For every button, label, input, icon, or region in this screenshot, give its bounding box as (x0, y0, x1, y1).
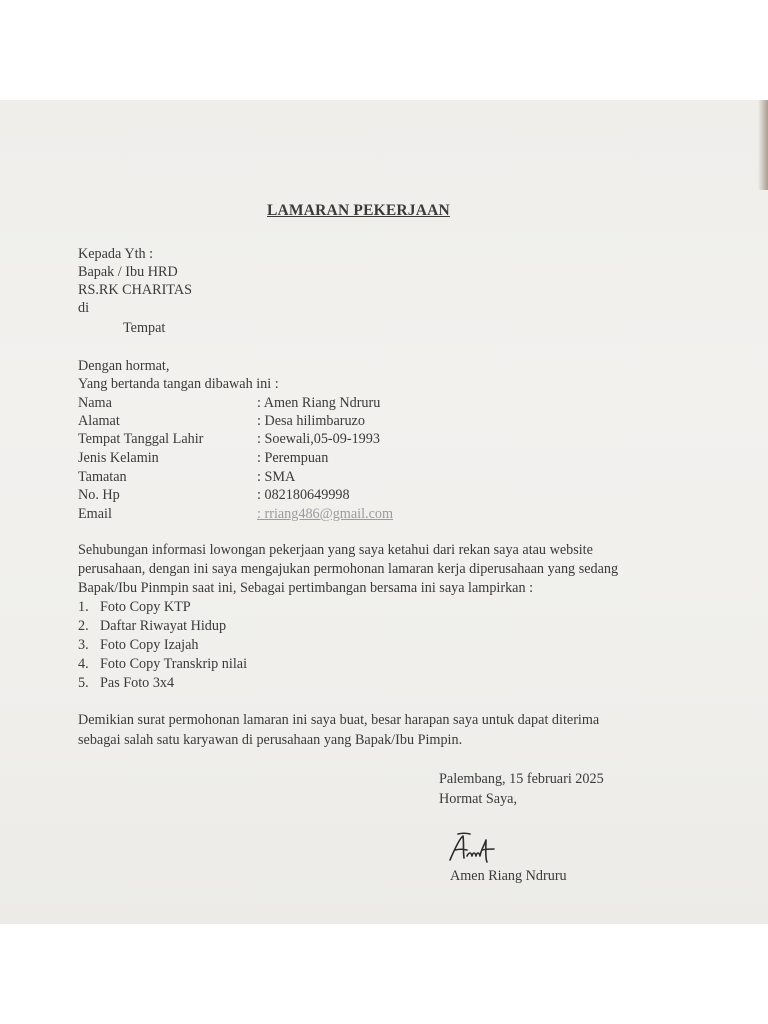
recipient-line-1: Kepada Yth : (78, 246, 154, 262)
field-label-tamatan: Tamatan (78, 469, 127, 485)
recipient-line-4: di (78, 300, 90, 316)
regards-line: Hormat Saya, (439, 791, 518, 807)
field-label-alamat: Alamat (78, 413, 120, 429)
field-value-email: : rriang486@gmail.com (257, 506, 393, 522)
field-label-gender: Jenis Kelamin (78, 450, 159, 466)
attachment-num-5: 5. (78, 675, 89, 691)
field-value-ttl: : Soewali,05-09-1993 (257, 431, 380, 447)
field-value-alamat: : Desa hilimbaruzo (257, 413, 365, 429)
field-value-nama: : Amen Riang Ndruru (257, 395, 381, 411)
body-line-3: Bapak/Ibu Pinmpin saat ini, Sebagai pertimbangan bersama ini saya lampirkan : (78, 580, 534, 596)
field-value-gender: : Perempuan (257, 450, 329, 466)
document-photo (0, 100, 768, 924)
greeting: Dengan hormat, (78, 358, 170, 374)
attachment-num-1: 1. (78, 599, 89, 615)
field-label-email: Email (78, 506, 112, 522)
attachment-item-5: Pas Foto 3x4 (100, 675, 175, 691)
field-value-phone: : 082180649998 (257, 487, 350, 503)
attachment-item-1: Foto Copy KTP (100, 599, 191, 615)
attachment-item-2: Daftar Riwayat Hidup (100, 618, 227, 634)
field-label-phone: No. Hp (78, 487, 120, 503)
signatory-name: Amen Riang Ndruru (450, 868, 567, 884)
closing-line-2: sebagai salah satu karyawan di perusahaan yang Bapak/Ibu Pimpin. (78, 732, 463, 748)
closing-line-1: Demikian surat permohonan lamaran ini saya buat, besar harapan saya untuk dapat diterima (78, 712, 600, 728)
recipient-line-5: Tempat (123, 320, 166, 336)
body-line-1: Sehubungan informasi lowongan pekerjaan yang saya ketahui dari rekan saya atau website (78, 542, 593, 558)
attachment-num-2: 2. (78, 618, 89, 634)
body-line-2: perusahaan, dengan ini saya mengajukan permohonan lamaran kerja diperusahaan yang sedang (78, 561, 619, 577)
signature (446, 828, 516, 868)
letter-title: LAMARAN PEKERJAAN (267, 202, 450, 219)
recipient-line-2: Bapak / Ibu HRD (78, 264, 178, 280)
attachment-num-4: 4. (78, 656, 89, 672)
field-value-tamatan: : SMA (257, 469, 296, 485)
field-label-ttl: Tempat Tanggal Lahir (78, 431, 204, 447)
letter-page (0, 100, 768, 924)
attachment-item-3: Foto Copy Izajah (100, 637, 199, 653)
attachment-num-3: 3. (78, 637, 89, 653)
recipient-line-3: RS.RK CHARITAS (78, 282, 192, 298)
attachment-item-4: Foto Copy Transkrip nilai (100, 656, 248, 672)
place-date: Palembang, 15 februari 2025 (439, 771, 604, 787)
field-label-nama: Nama (78, 395, 112, 411)
intro-line: Yang bertanda tangan dibawah ini : (78, 376, 279, 392)
